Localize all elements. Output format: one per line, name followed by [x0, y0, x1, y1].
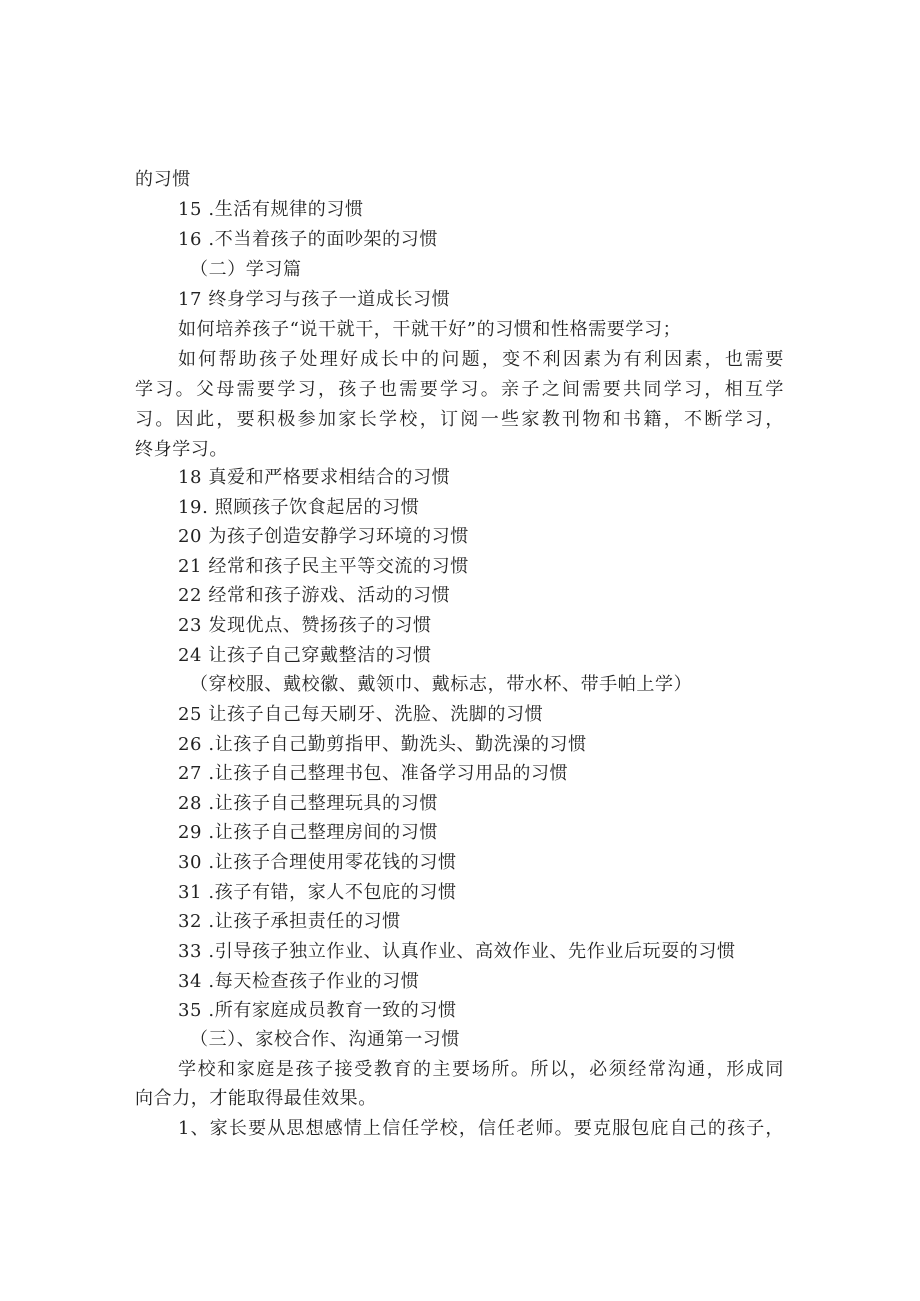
paragraph-line: 学校和家庭是孩子接受教育的主要场所。所以，必须经常沟通，形成同: [178, 1059, 784, 1080]
list-item: 35 .所有家庭成员教育一致的习惯: [178, 1000, 457, 1021]
paragraph-line: 学习。父母需要学习，孩子也需要学习。亲子之间需要共同学习，相互学: [135, 379, 784, 400]
list-item: 32 .让孩子承担责任的习惯: [178, 911, 401, 932]
paragraph-line: 终身学习。: [135, 439, 228, 460]
paragraph-line: 习。因此，要积极参加家长学校，订阅一些家教刊物和书籍，不断学习，: [135, 409, 784, 430]
list-item: 23 发现优点、赞扬孩子的习惯: [178, 615, 432, 636]
list-item: 27 .让孩子自己整理书包、准备学习用品的习惯: [178, 763, 569, 784]
list-item: 19. 照顾孩子饮食起居的习惯: [178, 497, 420, 518]
list-item: 28 .让孩子自己整理玩具的习惯: [178, 793, 438, 814]
paragraph-line: 向合力，才能取得最佳效果。: [135, 1088, 377, 1109]
list-item: 18 真爱和严格要求相结合的习惯: [178, 467, 451, 488]
list-item: 26 .让孩子自己勤剪指甲、勤洗头、勤洗澡的习惯: [178, 734, 587, 755]
list-item: 20 为孩子创造安静学习环境的习惯: [178, 526, 469, 547]
list-item: 33 .引导孩子独立作业、认真作业、高效作业、先作业后玩耍的习惯: [178, 941, 736, 962]
list-item: 34 .每天检查孩子作业的习惯: [178, 971, 420, 992]
section-heading: （三）、家校合作、沟通第一习惯: [190, 1029, 460, 1050]
list-item: 15 .生活有规律的习惯: [178, 199, 364, 220]
section-heading: （二）学习篇: [190, 259, 302, 280]
list-item: 31 .孩子有错，家人不包庇的习惯: [178, 882, 457, 903]
list-item: 29 .让孩子自己整理房间的习惯: [178, 822, 438, 843]
paragraph-line: 1、家长要从思想感情上信任学校，信任老师。要克服包庇自己的孩子，: [178, 1118, 784, 1139]
list-item: 17 终身学习与孩子一道成长习惯: [178, 289, 451, 310]
text-line: 的习惯: [135, 169, 191, 190]
paragraph-line: 如何帮助孩子处理好成长中的问题，变不利因素为有利因素，也需要: [178, 349, 784, 370]
list-item: 22 经常和孩子游戏、活动的习惯: [178, 585, 451, 606]
list-item: 24 让孩子自己穿戴整洁的习惯: [178, 645, 432, 666]
paragraph-line: （穿校服、戴校徽、戴领巾、戴标志，带水杯、带手帕上学）: [190, 674, 693, 695]
list-item: 30 .让孩子合理使用零花钱的习惯: [178, 852, 457, 873]
list-item: 21 经常和孩子民主平等交流的习惯: [178, 556, 469, 577]
paragraph-line: 如何培养孩子“说干就干，干就干好”的习惯和性格需要学习；: [178, 319, 682, 340]
list-item: 16 .不当着孩子的面吵架的习惯: [178, 229, 438, 250]
list-item: 25 让孩子自己每天刷牙、洗脸、洗脚的习惯: [178, 704, 544, 725]
